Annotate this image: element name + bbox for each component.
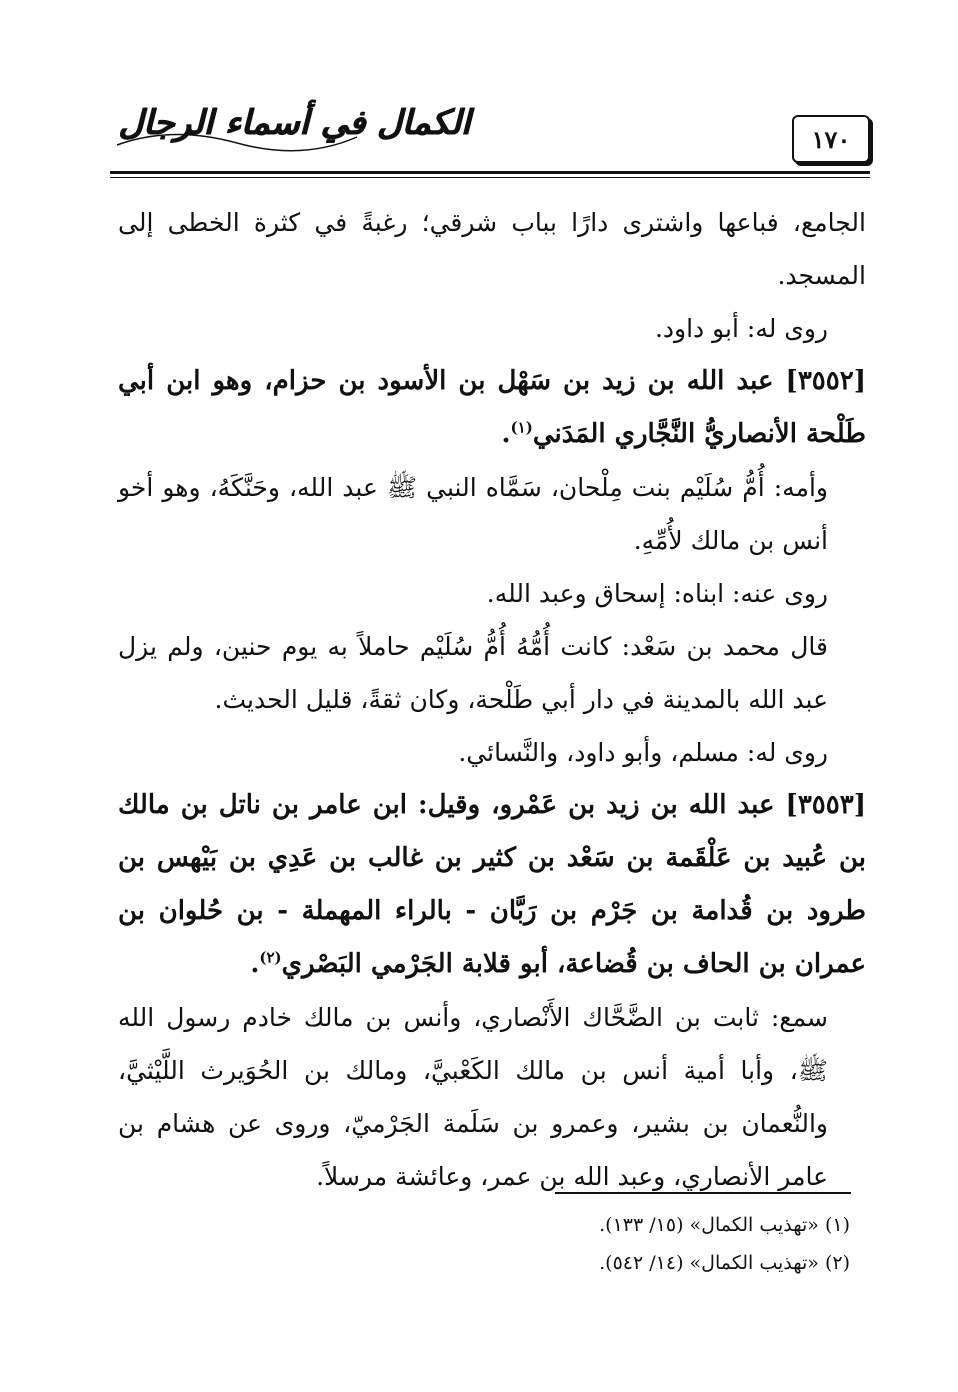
- page-number: ١٧٠: [792, 115, 870, 163]
- paragraph: روى له: أبو داود.: [654, 314, 828, 343]
- paragraph: روى له: مسلم، وأبو داود، والنَّسائي.: [458, 738, 828, 767]
- footnote-divider: [555, 1192, 851, 1194]
- entry-text: [٣٥٥٢] عبد الله بن زيد بن سَهْل بن الأسود بن حزام، وهو ابن أبي طَلْحة الأنصاريُّ النَّجَّاري المَدَني: [118, 366, 866, 449]
- paragraph: روى عنه: ابناه: إسحاق وعبد الله.: [486, 579, 828, 608]
- footnote: (٢) «تهذيب الكمال» (١٤/ ٥٤٢).: [599, 1252, 850, 1274]
- footnote-ref[interactable]: (٢): [259, 948, 282, 967]
- footnote-ref[interactable]: (١): [510, 418, 533, 437]
- paragraph: وأمه: أُمُّ سُلَيْم بنت مِلْحان، سَمَّاه النبي ﷺ عبد الله، وحَنَّكَهُ، وهو أخو أنس بن مالك لأُمِّهِ.: [118, 473, 828, 555]
- footnote: (١) «تهذيب الكمال» (١٥/ ١٣٣).: [599, 1214, 850, 1236]
- paragraph: الجامع، فباعها واشترى دارًا بباب شرقي؛ رغبةً في كثرة الخطى إلى المسجد.: [118, 208, 866, 290]
- footnotes: [118, 1206, 850, 1282]
- paragraph: قال محمد بن سَعْد: كانت أُمُّهُ أُمُّ سُلَيْم حاملاً به يوم حنين، ولم يزل عبد الله بالمدينة في دار أبي طَلْحة، وكان ثقةً، قليل الحديث.: [118, 632, 828, 714]
- page-header: [110, 95, 870, 180]
- header-rule-thin: [110, 177, 870, 178]
- entry-text: [٣٥٥٣] عبد الله بن زيد بن عَمْرو، وقيل: ابن عامر بن ناتل بن مالك بن عُبيد بن عَلْقَمة بن سَعْد بن كثير بن غالب بن عَدِي بن بَيْهس بن طرود بن قُدامة بن جَرْم بن رَبَّان - بالراء المهملة - بن حُلوان بن عمران بن الحاف بن قُضاعة، أبو قلابة الجَرْمي البَصْري: [118, 790, 866, 979]
- entry-end: .: [250, 949, 260, 979]
- paragraph: سمع: ثابت بن الضَّحَّاك الأَنْصاري، وأنس بن مالك خادم رسول الله ﷺ، وأبا أمية أنس بن مالك الكَعْبيَّ، ومالك بن الحُوَيرث اللَّيْثيَّ، والنُّعمان بن بشير، وعمرو بن سَلَمة الجَرْميّ، وروى عن هشام بن عامر الأنصاري، وعبد الله بن عمر، وعائشة مرسلاً.: [118, 1003, 828, 1191]
- biography-entry-heading: [118, 355, 866, 461]
- title-ornament-icon: [112, 125, 362, 155]
- main-text: [118, 196, 866, 1203]
- header-rule: [110, 171, 870, 174]
- book-title: الكمال في أسماء الرجال: [118, 103, 470, 143]
- biography-entry-heading: [118, 779, 866, 991]
- entry-end: .: [501, 419, 511, 449]
